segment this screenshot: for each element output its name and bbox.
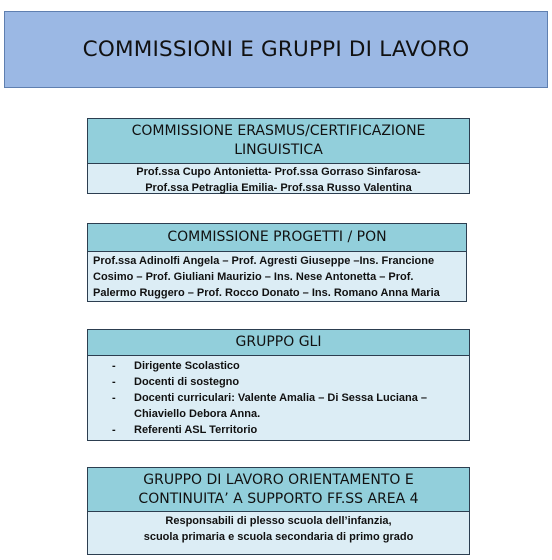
list-item (112, 374, 463, 390)
gruppo-gli-box (87, 329, 470, 441)
commissione-progetti-box (87, 223, 467, 302)
list-item-line: - Dirigente Scolastico (134, 360, 240, 372)
box-members (87, 356, 470, 441)
members-line: Cosimo – Prof. Giuliani Maurizio – Ins. Nese Antonetta – Prof. (93, 271, 414, 283)
list-item (112, 358, 463, 374)
list-item-line: Chiaviello Debora Anna. (134, 408, 261, 420)
list-item-line: - Referenti ASL Territorio (134, 424, 258, 436)
box-header (87, 329, 470, 356)
members-line: Prof.ssa Adinolfi Angela – Prof. Agresti Giuseppe –Ins. Francione (93, 255, 435, 267)
box-header (87, 223, 467, 252)
box-title-line: LINGUISTICA (234, 142, 323, 158)
members-line: Prof.ssa Cupo Antonietta- Prof.ssa Gorraso Sinfarosa- (136, 166, 421, 178)
box-header (87, 467, 470, 512)
list-item-line: - Docenti curriculari: Valente Amalia – Di Sessa Luciana – (134, 392, 428, 404)
box-header (87, 118, 470, 164)
box-members (87, 252, 467, 302)
commissione-erasmus-box (87, 118, 470, 194)
list-item (112, 390, 463, 422)
box-title-line: CONTINUITA’ A SUPPORTO FF.SS AREA 4 (138, 490, 419, 507)
members-line: scuola primaria e scuola secondaria di primo grado (143, 531, 414, 543)
members-line: Responsabili di plesso scuola dell’infanzia, (165, 515, 392, 527)
members-line: Prof.ssa Petraglia Emilia- Prof.ssa Russo Valentina (145, 182, 412, 194)
box-title-line: GRUPPO GLI (235, 334, 322, 350)
box-members (87, 164, 470, 194)
members-line: Palermo Ruggero – Prof. Rocco Donato – Ins. Romano Anna Maria (93, 287, 440, 299)
box-title-line: COMMISSIONE PROGETTI / PON (167, 229, 387, 245)
list-item-line: - Docenti di sostegno (134, 376, 240, 388)
box-title-line: COMMISSIONE ERASMUS/CERTIFICAZIONE (131, 123, 426, 139)
box-title-line: GRUPPO DI LAVORO ORIENTAMENTO E (143, 471, 414, 488)
page-title: COMMISSIONI E GRUPPI DI LAVORO (82, 37, 470, 62)
page-banner (4, 11, 548, 88)
gruppo-orientamento-box (87, 467, 470, 555)
list-item (112, 422, 463, 438)
members-list (112, 358, 463, 438)
box-members (87, 512, 470, 555)
